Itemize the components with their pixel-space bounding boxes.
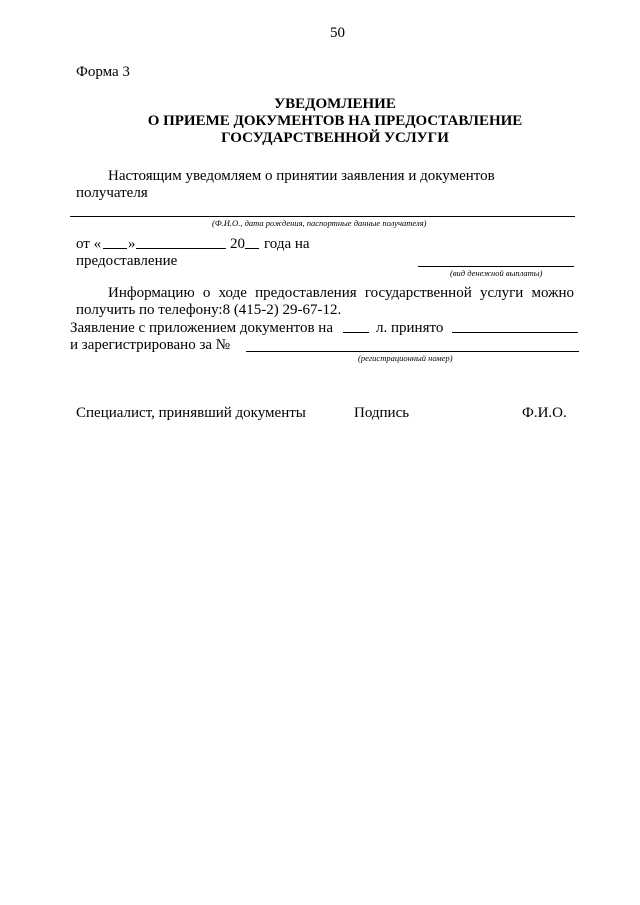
reg-number-field-line[interactable] [246, 351, 579, 352]
pages-count-field-line[interactable] [343, 332, 369, 333]
recipient-caption: (Ф.И.О., дата рождения, паспортные данные получателя) [212, 218, 427, 228]
day-field-line[interactable] [103, 248, 127, 249]
year-prefix: 20 [230, 236, 245, 252]
specialist-label: Специалист, принявший документы [76, 405, 306, 421]
year-field-line[interactable] [245, 248, 259, 249]
title-line-2: О ПРИЕМЕ ДОКУМЕНТОВ НА ПРЕДОСТАВЛЕНИЕ [147, 113, 523, 129]
payment-type-field-line[interactable] [418, 266, 574, 267]
application-pages-suffix: л. принято [376, 320, 444, 336]
date-close-quote: » [128, 236, 136, 252]
signature-label: Подпись [354, 405, 410, 421]
info-line-2: получить по телефону:8 (415-2) 29-67-12. [76, 302, 342, 318]
page-number: 50 [330, 25, 345, 41]
year-suffix: года на [264, 236, 310, 252]
intro-line-2: получателя [76, 185, 148, 201]
title-line-1: УВЕДОМЛЕНИЕ [274, 96, 396, 112]
reg-number-caption: (регистрационный номер) [358, 353, 453, 363]
form-label: Форма 3 [76, 64, 130, 80]
month-field-line[interactable] [136, 248, 226, 249]
application-line-2-prefix: и зарегистрировано за № [70, 337, 231, 353]
payment-type-caption: (вид денежной выплаты) [450, 268, 543, 278]
application-line-1-prefix: Заявление с приложением документов на [70, 320, 333, 336]
recipient-field-line[interactable] [70, 216, 575, 217]
info-line-1: Информацию о ходе предоставления государственной услуги можно [108, 285, 574, 301]
fio-label: Ф.И.О. [522, 405, 567, 421]
date-from-label: от « [76, 236, 102, 252]
title-line-3: ГОСУДАРСТВЕННОЙ УСЛУГИ [221, 130, 449, 146]
date-line-2: предоставление [76, 253, 178, 269]
intro-line-1: Настоящим уведомляем о принятии заявления и документов [108, 168, 495, 184]
accepted-by-field-line[interactable] [452, 332, 578, 333]
